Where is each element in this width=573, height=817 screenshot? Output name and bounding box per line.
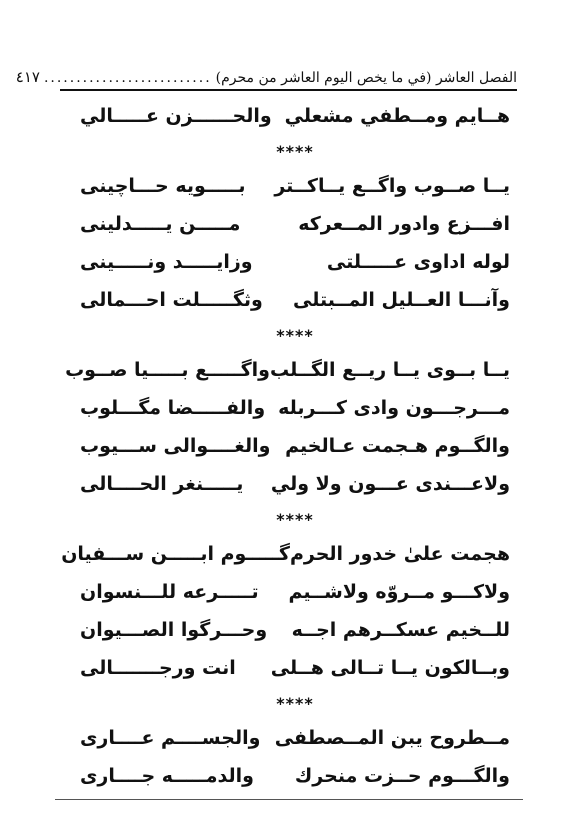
leader-dots: .......................... — [43, 70, 212, 86]
first-hemistich: وآنـــا العــليل المــبتلى — [293, 289, 510, 311]
verse-line — [80, 243, 510, 281]
verse-line — [80, 167, 510, 205]
chapter-title: الفصل العاشر (في ما يخص اليوم العاشر من محرم) — [215, 70, 517, 86]
verse-line — [80, 427, 510, 465]
second-hemistich: وثگـــــلت احـــمالى — [80, 289, 263, 311]
verse-line — [80, 611, 510, 649]
first-hemistich: ولاعـــندى عـــون ولا ولي — [270, 473, 510, 495]
second-hemistich: وزايـــــد ونـــــينى — [80, 251, 253, 273]
second-hemistich: والدمـــــه جــــارى — [80, 765, 254, 787]
verse-line — [80, 573, 510, 611]
verse-line — [80, 719, 510, 757]
second-hemistich: تـــــرعه للـــنسوان — [80, 581, 259, 603]
first-hemistich: يــا بــوى يــا ريــع الگــلب — [269, 359, 510, 381]
verse-line — [80, 649, 510, 687]
first-hemistich: للــخيم عسكــرهم اجــه — [291, 619, 510, 641]
verse-line — [61, 535, 510, 573]
first-hemistich: ولاكـــو مــروّه ولاشــيم — [288, 581, 510, 603]
verse-line — [65, 351, 510, 389]
second-hemistich: مـــــن يـــــدلينى — [80, 213, 241, 235]
first-hemistich: مــطروح يبن المــصطفى — [274, 727, 510, 749]
second-hemistich: گـــــوم ابـــــن ســـفيان — [61, 543, 290, 565]
first-hemistich: افـــزع وادور المــعركه — [298, 213, 510, 235]
running-header — [15, 60, 517, 86]
second-hemistich: واگـــــع بـــــيا صــوب — [65, 359, 270, 381]
page-number: ٤١٧ — [15, 68, 40, 86]
first-hemistich: يــا صــوب واگــع يــاكــتر — [274, 175, 510, 197]
first-hemistich: وبــالكون يــا تــالى هــلى — [270, 657, 510, 679]
stanza-separator: **** — [276, 325, 314, 345]
second-hemistich: وحـــرگوا الصـــيوان — [80, 619, 268, 641]
footer-rule — [55, 799, 523, 800]
stanza-separator: **** — [276, 141, 314, 161]
poem-body — [61, 97, 510, 795]
second-hemistich: بـــــويه حـــاچينى — [80, 175, 246, 197]
second-hemistich: انت ورجـــــــالى — [80, 657, 236, 679]
first-hemistich: والگــوم هـجمت عـالخيم — [285, 435, 510, 457]
second-hemistich: والجســــم عــــارى — [80, 727, 261, 749]
first-hemistich: مـــرجـــون وادى كـــربله — [278, 397, 510, 419]
verse-line — [80, 97, 510, 135]
stanza-separator: **** — [276, 693, 314, 713]
stanza-separator: **** — [276, 509, 314, 529]
header-rule — [60, 89, 517, 91]
second-hemistich: والحــــــزن عـــــالي — [80, 105, 272, 127]
verse-line — [80, 205, 510, 243]
first-hemistich: هــايم ومــطفي مشعلي — [284, 105, 510, 127]
second-hemistich: والغــــوالى ســـيوب — [80, 435, 271, 457]
second-hemistich: والفـــــضا مگـــلوب — [80, 397, 266, 419]
verse-line — [80, 389, 510, 427]
first-hemistich: لوله اداوى عـــــلتى — [326, 251, 510, 273]
first-hemistich: هجمت علىٰ خدور الحرم — [289, 543, 510, 565]
second-hemistich: يـــــنغر الحــــالى — [80, 473, 244, 495]
first-hemistich: والگـــوم حــزت منحرك — [294, 765, 510, 787]
verse-line — [80, 281, 510, 319]
verse-line — [80, 465, 510, 503]
verse-line — [80, 757, 510, 795]
